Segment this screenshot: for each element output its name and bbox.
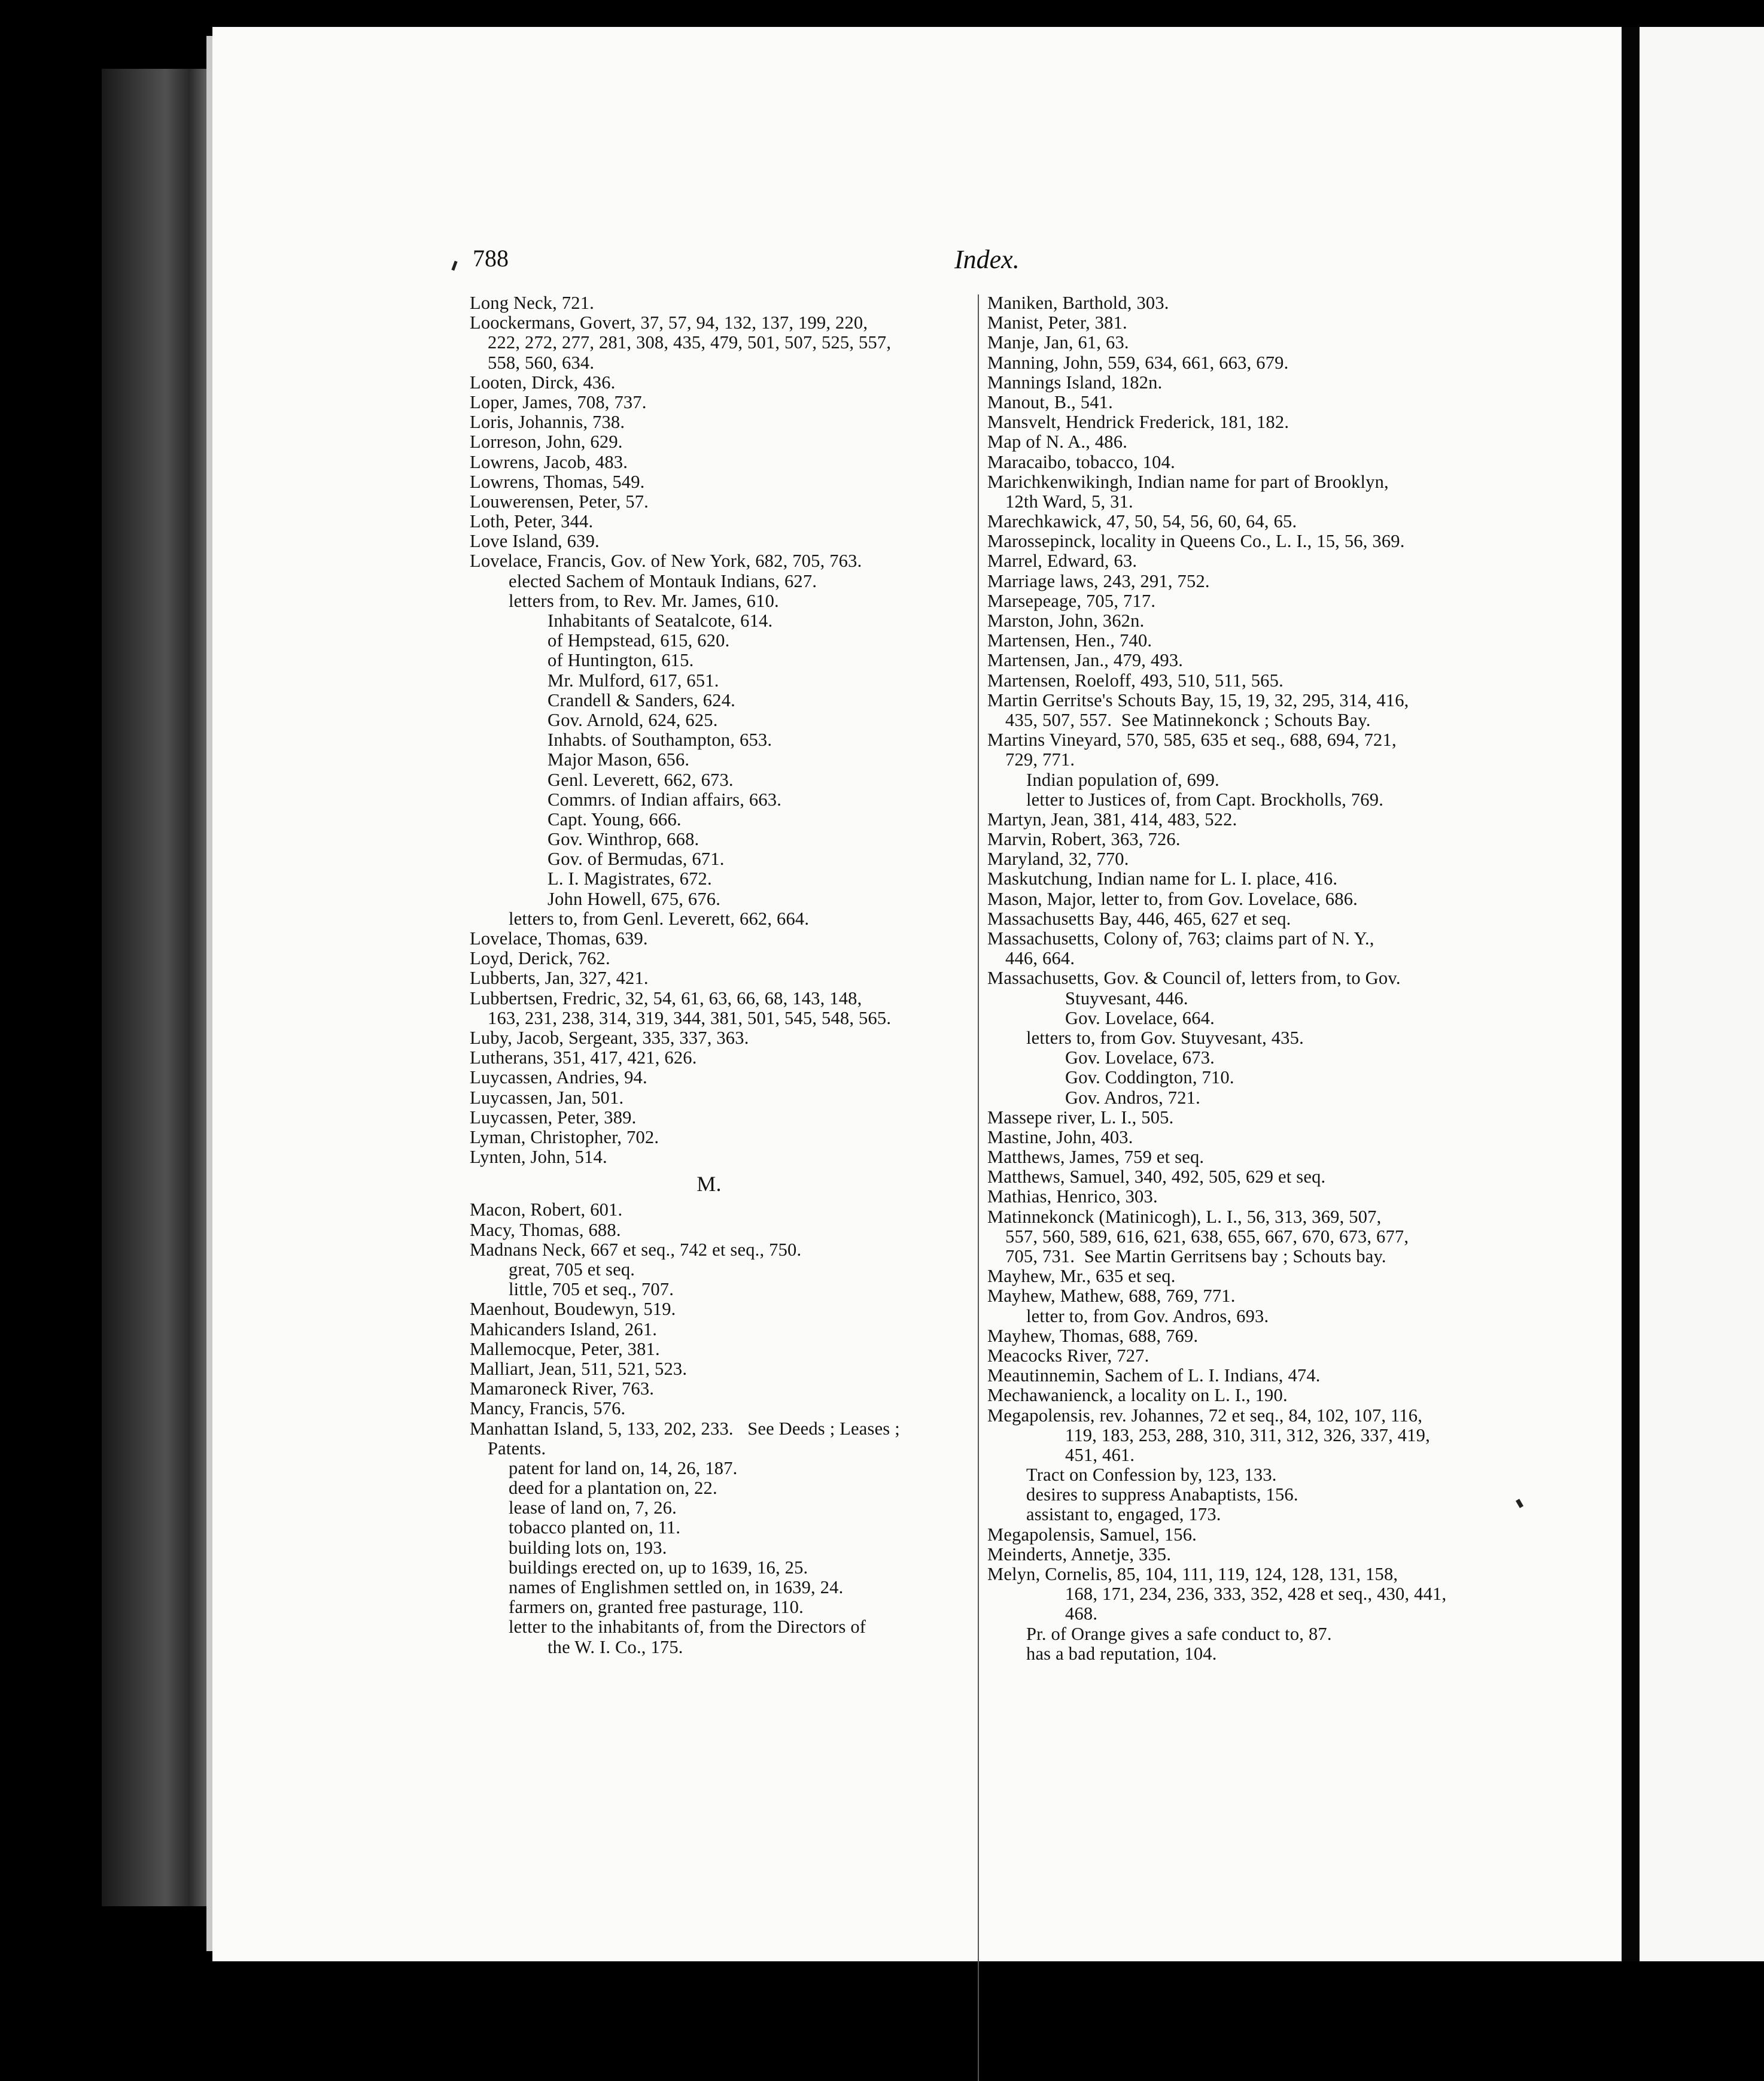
index-entry: Mamaroneck River, 763. <box>470 1378 655 1399</box>
index-entry: Marsepeage, 705, 717. <box>987 590 1156 611</box>
index-entry: Martyn, Jean, 381, 414, 483, 522. <box>987 809 1237 830</box>
gutter <box>1622 27 1640 1961</box>
index-entry: Martensen, Hen., 740. <box>987 630 1152 651</box>
section-letter: M. <box>697 1172 722 1196</box>
index-entry: Manout, B., 541. <box>987 391 1113 412</box>
index-entry: Lowrens, Jacob, 483. <box>470 451 628 472</box>
index-entry: Major Mason, 656. <box>548 749 690 770</box>
index-entry: Manje, Jan, 61, 63. <box>987 332 1129 353</box>
index-entry: letter to Justices of, from Capt. Brockholls, 769. <box>1026 789 1384 810</box>
index-entry: Marvin, Robert, 363, 726. <box>987 829 1181 850</box>
index-entry: Melyn, Cornelis, 85, 104, 111, 119, 124, 128, 131, 158, <box>987 1564 1398 1584</box>
index-entry: Crandell & Sanders, 624. <box>548 689 735 710</box>
index-entry: Tract on Confession by, 123, 133. <box>1026 1465 1277 1485</box>
index-entry: of Hempstead, 615, 620. <box>548 630 730 651</box>
index-entry: letter to, from Gov. Andros, 693. <box>1026 1305 1269 1326</box>
index-entry: Map of N. A., 486. <box>987 432 1128 452</box>
index-entry: letters to, from Gov. Stuyvesant, 435. <box>1026 1027 1304 1048</box>
index-column-right <box>987 293 1490 1664</box>
index-entry: Gov. Lovelace, 673. <box>1065 1047 1215 1068</box>
index-entry: 168, 171, 234, 236, 333, 352, 428 et seq., 430, 441, <box>1065 1584 1447 1605</box>
index-entry: names of Englishmen settled on, in 1639, 24. <box>509 1577 844 1598</box>
index-entry: Lutherans, 351, 417, 421, 626. <box>470 1047 697 1068</box>
index-entry: buildings erected on, up to 1639, 16, 25. <box>509 1557 808 1578</box>
index-entry: Mathias, Henrico, 303. <box>987 1186 1158 1207</box>
index-entry: Luby, Jacob, Sergeant, 335, 337, 363. <box>470 1027 749 1048</box>
index-entry: Meinderts, Annetje, 335. <box>987 1544 1172 1564</box>
index-entry: Mansvelt, Hendrick Frederick, 181, 182. <box>987 412 1289 433</box>
index-entry: Love Island, 639. <box>470 531 600 552</box>
index-entry: Lovelace, Francis, Gov. of New York, 682, 705, 763. <box>470 551 862 572</box>
column-divider <box>978 294 979 2081</box>
index-entry: 558, 560, 634. <box>488 352 595 373</box>
index-entry: farmers on, granted free pasturage, 110. <box>509 1597 804 1618</box>
index-entry: 222, 272, 277, 281, 308, 435, 479, 501, 507, 525, 557, <box>488 332 892 353</box>
index-entry: Lorreson, John, 629. <box>470 432 623 452</box>
index-entry: Pr. of Orange gives a safe conduct to, 87. <box>1026 1623 1332 1644</box>
index-entry: Mallemocque, Peter, 381. <box>470 1338 660 1359</box>
index-entry: elected Sachem of Montauk Indians, 627. <box>509 570 817 591</box>
index-entry: Looten, Dirck, 436. <box>470 372 616 393</box>
index-entry: 451, 461. <box>1065 1444 1135 1465</box>
page-number: 788 <box>473 245 509 272</box>
index-entry: Lubberts, Jan, 327, 421. <box>470 968 649 989</box>
index-entry: Marichkenwikingh, Indian name for part of Brooklyn, <box>987 471 1389 492</box>
index-entry: Martensen, Jan., 479, 493. <box>987 650 1184 671</box>
index-entry: Martin Gerritse's Schouts Bay, 15, 19, 32, 295, 314, 416, <box>987 689 1409 710</box>
index-entry: Massachusetts, Colony of, 763; claims part of N. Y., <box>987 928 1374 949</box>
index-entry: Mayhew, Thomas, 688, 769. <box>987 1325 1199 1346</box>
index-entry: Gov. Coddington, 710. <box>1065 1067 1234 1088</box>
index-entry: Megapolensis, Samuel, 156. <box>987 1524 1197 1545</box>
index-entry: John Howell, 675, 676. <box>548 888 721 909</box>
index-entry: Lynten, John, 514. <box>470 1147 607 1168</box>
index-entry: Maskutchung, Indian name for L. I. place, 416. <box>987 868 1338 889</box>
index-entry: Stuyvesant, 446. <box>1065 988 1188 1008</box>
facing-page-edge <box>1640 27 1764 1961</box>
index-entry: Matthews, James, 759 et seq. <box>987 1147 1205 1168</box>
index-entry: 705, 731. See Martin Gerritsens bay ; Schouts bay. <box>1005 1246 1386 1266</box>
index-entry: Mr. Mulford, 617, 651. <box>548 670 719 691</box>
index-entry: letters to, from Genl. Leverett, 662, 664. <box>509 908 810 929</box>
index-entry: Mason, Major, letter to, from Gov. Lovelace, 686. <box>987 888 1358 909</box>
index-entry: great, 705 et seq. <box>509 1259 635 1280</box>
index-entry: L. I. Magistrates, 672. <box>548 868 712 889</box>
index-entry: Maniken, Barthold, 303. <box>987 293 1169 313</box>
index-entry: Mayhew, Mr., 635 et seq. <box>987 1266 1176 1287</box>
index-entry: Mayhew, Mathew, 688, 769, 771. <box>987 1286 1236 1307</box>
index-entry: Marrel, Edward, 63. <box>987 551 1138 572</box>
index-entry: 468. <box>1065 1603 1098 1624</box>
index-entry: Lovelace, Thomas, 639. <box>470 928 648 949</box>
index-entry: Martins Vineyard, 570, 585, 635 et seq., 688, 694, 721, <box>987 730 1397 751</box>
index-entry: Luycassen, Jan, 501. <box>470 1087 624 1108</box>
index-entry: Megapolensis, rev. Johannes, 72 et seq., 84, 102, 107, 116, <box>987 1405 1423 1426</box>
index-entry: deed for a plantation on, 22. <box>509 1478 717 1499</box>
index-entry: Marossepinck, locality in Queens Co., L. I., 15, 56, 369. <box>987 531 1405 552</box>
index-entry: Loth, Peter, 344. <box>470 511 594 532</box>
book-spine <box>102 69 218 1906</box>
index-entry: Lyman, Christopher, 702. <box>470 1126 659 1147</box>
index-entry: Louwerensen, Peter, 57. <box>470 491 649 512</box>
index-entry: Massachusetts, Gov. & Council of, letters from, to Gov. <box>987 968 1401 989</box>
index-entry: desires to suppress Anabaptists, 156. <box>1026 1484 1298 1505</box>
index-entry: Marston, John, 362n. <box>987 610 1145 631</box>
index-entry: Macy, Thomas, 688. <box>470 1219 621 1240</box>
index-entry: Commrs. of Indian affairs, 663. <box>548 789 782 810</box>
index-entry: Gov. Winthrop, 668. <box>548 829 699 850</box>
index-entry: Gov. of Bermudas, 671. <box>548 849 725 870</box>
index-entry: Manning, John, 559, 634, 661, 663, 679. <box>987 352 1289 373</box>
index-entry: Manhattan Island, 5, 133, 202, 233. See Deeds ; Leases ; <box>470 1418 900 1439</box>
index-entry: Gov. Andros, 721. <box>1065 1087 1200 1108</box>
index-entry: the W. I. Co., 175. <box>548 1636 683 1657</box>
index-entry: letters from, to Rev. Mr. James, 610. <box>509 590 779 611</box>
index-entry: of Huntington, 615. <box>548 650 694 671</box>
index-entry: Lowrens, Thomas, 549. <box>470 471 645 492</box>
index-entry: Meacocks River, 727. <box>987 1345 1149 1366</box>
page-header <box>473 244 1370 280</box>
index-entry: letter to the inhabitants of, from the Directors of <box>509 1617 866 1638</box>
index-entry: Capt. Young, 666. <box>548 809 682 830</box>
index-entry: Loris, Johannis, 738. <box>470 412 625 433</box>
index-entry: Matinnekonck (Matinicogh), L. I., 56, 313, 369, 507, <box>987 1206 1382 1227</box>
index-entry: Gov. Arnold, 624, 625. <box>548 709 718 730</box>
index-entry: Indian population of, 699. <box>1026 769 1219 790</box>
index-entry: Maenhout, Boudewyn, 519. <box>470 1299 676 1320</box>
index-entry: 557, 560, 589, 616, 621, 638, 655, 667, 670, 673, 677, <box>1005 1226 1409 1247</box>
index-entry: Maryland, 32, 770. <box>987 849 1129 870</box>
index-entry: has a bad reputation, 104. <box>1026 1643 1217 1664</box>
index-entry: Manist, Peter, 381. <box>987 312 1127 333</box>
index-entry: Loyd, Derick, 762. <box>470 948 610 969</box>
index-entry: 435, 507, 557. See Matinnekonck ; Schouts Bay. <box>1005 709 1371 730</box>
index-entry: Macon, Robert, 601. <box>470 1199 623 1220</box>
index-entry: Loper, James, 708, 737. <box>470 391 647 412</box>
index-entry: Marriage laws, 243, 291, 752. <box>987 570 1210 591</box>
index-entry: 163, 231, 238, 314, 319, 344, 381, 501, 545, 548, 565. <box>488 1007 892 1028</box>
index-entry: Madnans Neck, 667 et seq., 742 et seq., 750. <box>470 1239 802 1260</box>
index-entry: Mannings Island, 182n. <box>987 372 1163 393</box>
index-entry: Luycassen, Peter, 389. <box>470 1107 637 1128</box>
index-entry: Massachusetts Bay, 446, 465, 627 et seq. <box>987 908 1291 929</box>
index-entry: assistant to, engaged, 173. <box>1026 1504 1221 1525</box>
index-entry: lease of land on, 7, 26. <box>509 1497 677 1518</box>
index-entry: tobacco planted on, 11. <box>509 1517 681 1538</box>
index-entry: Lubbertsen, Fredric, 32, 54, 61, 63, 66, 68, 143, 148, <box>470 988 862 1008</box>
index-entry: Mahicanders Island, 261. <box>470 1319 658 1339</box>
index-column-left <box>470 293 948 1657</box>
index-entry: 446, 664. <box>1005 948 1075 969</box>
index-entry: patent for land on, 14, 26, 187. <box>509 1457 738 1478</box>
index-entry: Marechkawick, 47, 50, 54, 56, 60, 64, 65. <box>987 511 1297 532</box>
index-entry: 119, 183, 253, 288, 310, 311, 312, 326, 337, 419, <box>1065 1424 1430 1445</box>
index-entry: Inhabts. of Southampton, 653. <box>548 730 772 751</box>
index-entry: Mastine, John, 403. <box>987 1126 1133 1147</box>
index-entry: Matthews, Samuel, 340, 492, 505, 629 et seq. <box>987 1166 1326 1187</box>
index-entry: Massepe river, L. I., 505. <box>987 1107 1174 1128</box>
index-entry: little, 705 et seq., 707. <box>509 1279 674 1300</box>
index-entry: 729, 771. <box>1005 749 1075 770</box>
index-entry: building lots on, 193. <box>509 1537 667 1558</box>
index-entry: Mechawanienck, a locality on L. I., 190. <box>987 1385 1288 1406</box>
index-entry: Martensen, Roeloff, 493, 510, 511, 565. <box>987 670 1284 691</box>
index-entry: Mancy, Francis, 576. <box>470 1398 626 1419</box>
index-entry: Luycassen, Andries, 94. <box>470 1067 647 1088</box>
index-entry: Maracaibo, tobacco, 104. <box>987 451 1175 472</box>
index-entry: Patents. <box>488 1438 546 1459</box>
index-entry: Inhabitants of Seatalcote, 614. <box>548 610 773 631</box>
running-title: Index. <box>954 245 1020 274</box>
index-entry: Genl. Leverett, 662, 673. <box>548 769 734 790</box>
index-entry: Loockermans, Govert, 37, 57, 94, 132, 137, 199, 220, <box>470 312 868 333</box>
index-entry: Long Neck, 721. <box>470 293 594 313</box>
index-entry: Gov. Lovelace, 664. <box>1065 1007 1215 1028</box>
index-entry: Malliart, Jean, 511, 521, 523. <box>470 1358 688 1379</box>
index-entry: 12th Ward, 5, 31. <box>1005 491 1133 512</box>
index-entry: Meautinnemin, Sachem of L. I. Indians, 474. <box>987 1365 1321 1386</box>
